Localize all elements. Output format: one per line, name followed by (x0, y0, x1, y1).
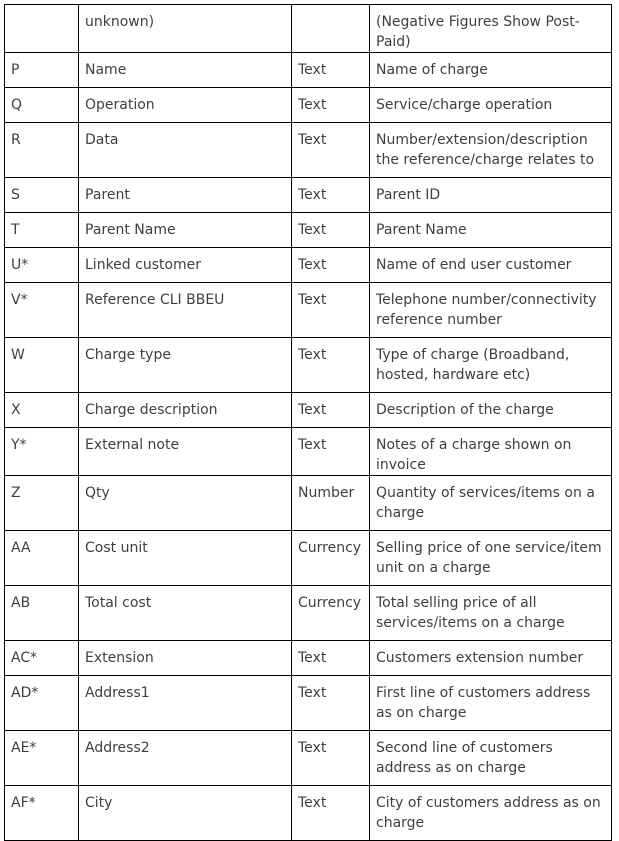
field-name-cell: Linked customer (79, 248, 292, 283)
column-code-cell: Z (5, 476, 79, 531)
field-name-cell: Address2 (79, 731, 292, 786)
column-code-cell: AF* (5, 786, 79, 841)
column-code-cell: U* (5, 248, 79, 283)
field-name-cell: Parent (79, 178, 292, 213)
field-name-cell: City (79, 786, 292, 841)
description-cell: Description of the charge (370, 393, 612, 428)
table-row (5, 531, 612, 586)
data-type-cell: Text (292, 178, 370, 213)
field-name-cell: Address1 (79, 676, 292, 731)
description-cell: Name of end user customer (370, 248, 612, 283)
table-row (5, 676, 612, 731)
table-row (5, 786, 612, 841)
description-cell: Type of charge (Broadband, hosted, hardware etc) (370, 338, 612, 393)
description-cell: Selling price of one service/item unit on a charge (370, 531, 612, 586)
table-row (5, 213, 612, 248)
column-code-cell: X (5, 393, 79, 428)
description-cell: Number/extension/description the reference/charge relates to (370, 123, 612, 178)
table-row (5, 178, 612, 213)
column-code-cell: V* (5, 283, 79, 338)
column-code-cell: S (5, 178, 79, 213)
column-code-cell: P (5, 53, 79, 88)
data-type-cell: Text (292, 283, 370, 338)
table-row (5, 5, 612, 53)
data-type-cell: Text (292, 213, 370, 248)
description-cell: First line of customers address as on charge (370, 676, 612, 731)
description-cell: Quantity of services/items on a charge (370, 476, 612, 531)
description-cell: Total selling price of all services/items on a charge (370, 586, 612, 641)
description-cell: Parent Name (370, 213, 612, 248)
data-type-cell: Text (292, 53, 370, 88)
description-cell: Second line of customers address as on charge (370, 731, 612, 786)
column-code-cell: AE* (5, 731, 79, 786)
table-row (5, 641, 612, 676)
table-row (5, 53, 612, 88)
column-code-cell: AC* (5, 641, 79, 676)
column-code-cell: Y* (5, 428, 79, 476)
column-code-cell: T (5, 213, 79, 248)
field-name-cell: External note (79, 428, 292, 476)
data-type-cell: Text (292, 338, 370, 393)
description-cell: Name of charge (370, 53, 612, 88)
column-code-cell: AA (5, 531, 79, 586)
data-type-cell: Number (292, 476, 370, 531)
field-name-cell: Charge type (79, 338, 292, 393)
column-code-cell: Q (5, 88, 79, 123)
table-row (5, 338, 612, 393)
data-type-cell: Text (292, 428, 370, 476)
field-name-cell: unknown) (79, 5, 292, 53)
description-cell: Parent ID (370, 178, 612, 213)
data-type-cell: Text (292, 731, 370, 786)
data-type-cell: Text (292, 676, 370, 731)
description-cell: Customers extension number (370, 641, 612, 676)
field-definition-table (4, 4, 612, 841)
data-type-cell: Text (292, 393, 370, 428)
column-code-cell: W (5, 338, 79, 393)
field-name-cell: Operation (79, 88, 292, 123)
table-row (5, 731, 612, 786)
description-cell: Telephone number/connectivity reference number (370, 283, 612, 338)
data-type-cell: Text (292, 248, 370, 283)
data-type-cell: Text (292, 88, 370, 123)
description-cell: Notes of a charge shown on invoice (370, 428, 612, 476)
description-cell: (Negative Figures Show Post-Paid) (370, 5, 612, 53)
data-type-cell: Currency (292, 586, 370, 641)
field-name-cell: Parent Name (79, 213, 292, 248)
data-type-cell: Currency (292, 531, 370, 586)
field-name-cell: Qty (79, 476, 292, 531)
column-code-cell (5, 5, 79, 53)
data-type-cell: Text (292, 786, 370, 841)
data-type-cell (292, 5, 370, 53)
column-code-cell: AB (5, 586, 79, 641)
field-name-cell: Name (79, 53, 292, 88)
table-row (5, 283, 612, 338)
table-row (5, 393, 612, 428)
table-row (5, 476, 612, 531)
field-name-cell: Data (79, 123, 292, 178)
data-type-cell: Text (292, 123, 370, 178)
field-name-cell: Reference CLI BBEU (79, 283, 292, 338)
table-row (5, 248, 612, 283)
description-cell: City of customers address as on charge (370, 786, 612, 841)
table-row (5, 428, 612, 476)
column-code-cell: R (5, 123, 79, 178)
column-code-cell: AD* (5, 676, 79, 731)
field-name-cell: Charge description (79, 393, 292, 428)
field-name-cell: Extension (79, 641, 292, 676)
table-row (5, 88, 612, 123)
field-name-cell: Total cost (79, 586, 292, 641)
field-name-cell: Cost unit (79, 531, 292, 586)
description-cell: Service/charge operation (370, 88, 612, 123)
table-row (5, 586, 612, 641)
data-type-cell: Text (292, 641, 370, 676)
table-row (5, 123, 612, 178)
